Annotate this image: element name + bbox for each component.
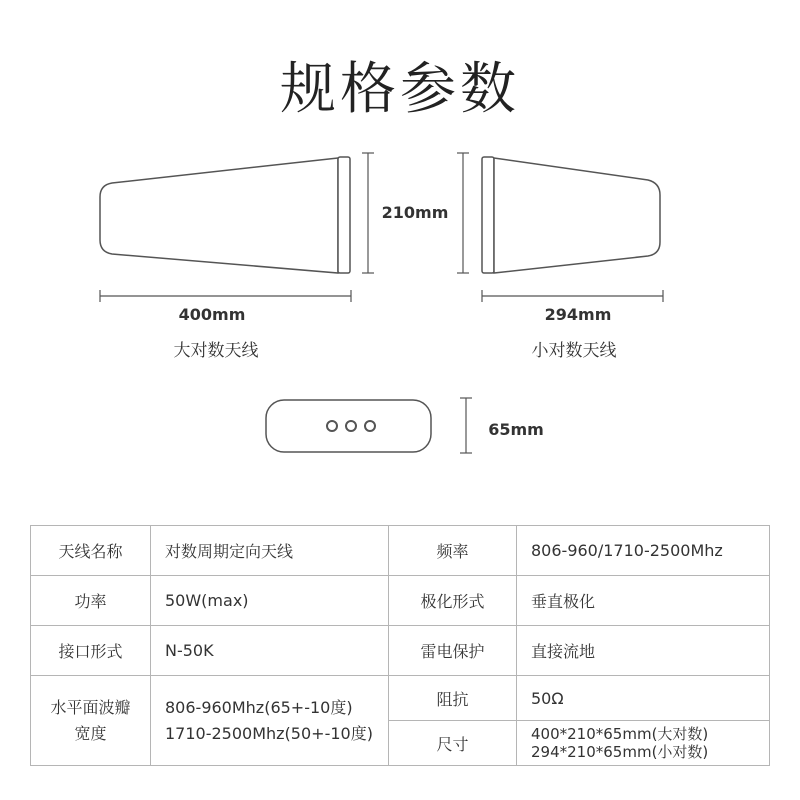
spec-key: 尺寸: [389, 721, 517, 766]
small-antenna-drawing: [482, 157, 660, 273]
height-dimension-label: 210mm: [381, 203, 449, 222]
large-antenna-name: 大对数天线: [173, 341, 259, 361]
spec-value: 806-960/1710-2500Mhz: [517, 526, 770, 576]
small-width-label: 294mm: [544, 305, 612, 324]
large-antenna-cap: [338, 157, 350, 273]
spec-value: 50W(max): [151, 576, 389, 626]
table-row: [31, 576, 770, 626]
depth-dimension: [460, 398, 544, 453]
spec-key: 极化形式: [389, 576, 517, 626]
large-width-dimension: [100, 290, 351, 361]
spec-key: 频率: [389, 526, 517, 576]
spec-value: 50Ω: [517, 676, 770, 721]
table-row: [31, 676, 770, 721]
spec-value: 直接流地: [517, 626, 770, 676]
spec-value: 对数周期定向天线: [151, 526, 389, 576]
connector-icon: [346, 421, 356, 431]
spec-key: 功率: [31, 576, 151, 626]
small-width-dimension: [482, 290, 663, 361]
small-antenna-cap: [482, 157, 494, 273]
spec-value-line: 1710-2500Mhz(50+-10度): [165, 723, 373, 743]
page-title: 规格参数: [280, 57, 520, 122]
spec-value: N-50K: [151, 626, 389, 676]
spec-key: 雷电保护: [389, 626, 517, 676]
spec-key-beamwidth: [31, 676, 151, 766]
height-dimension: [362, 153, 469, 273]
connector-icon: [327, 421, 337, 431]
spec-key: 接口形式: [31, 626, 151, 676]
small-antenna-name: 小对数天线: [531, 341, 617, 361]
spec-table: [30, 525, 770, 766]
table-row: [31, 626, 770, 676]
small-antenna-body: [494, 158, 660, 273]
spec-key: 阻抗: [389, 676, 517, 721]
large-width-label: 400mm: [178, 305, 246, 324]
spec-key-line: 宽度: [74, 723, 107, 743]
large-antenna-body: [100, 158, 338, 273]
spec-key: 天线名称: [31, 526, 151, 576]
large-antenna-drawing: [100, 157, 350, 273]
spec-value: 垂直极化: [517, 576, 770, 626]
spec-value-size: [517, 721, 770, 766]
spec-value-beamwidth: [151, 676, 389, 766]
connector-icon: [365, 421, 375, 431]
depth-label: 65mm: [488, 420, 544, 439]
spec-key-line: 水平面波瓣: [50, 697, 131, 717]
spec-value-line: 294*210*65mm(小对数): [531, 743, 709, 761]
side-view-drawing: [266, 400, 431, 452]
spec-value-line: 400*210*65mm(大对数): [531, 725, 709, 743]
spec-value-line: 806-960Mhz(65+-10度): [165, 697, 353, 717]
table-row: [31, 526, 770, 576]
